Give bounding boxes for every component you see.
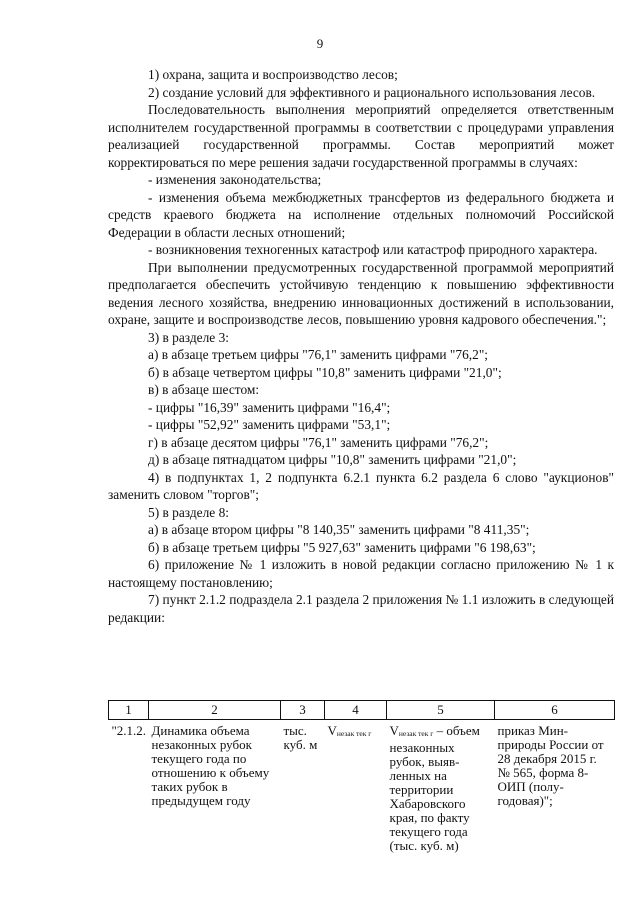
- paragraph: 6) приложение № 1 изложить в новой редакции согласно приложению № 1 к настоящему постановлению;: [108, 557, 614, 590]
- paragraph: г) в абзаце десятом цифры "76,1" заменить цифрами "76,2";: [148, 434, 489, 450]
- paragraph: 5) в разделе 8:: [148, 504, 230, 520]
- variable-symbol: V: [327, 723, 337, 738]
- indicator-table: [108, 700, 615, 853]
- table-header-row: [109, 701, 615, 720]
- paragraph: д) в абзаце пятнадцатом цифры "10,8" заменить цифрами "21,0";: [148, 452, 517, 467]
- paragraph: б) в абзаце третьем цифры "5 927,63" заменить цифрами "6 198,63";: [148, 539, 536, 555]
- variable-description: [387, 720, 495, 854]
- paragraph: а) в абзаце третьем цифры "76,1" заменить цифрами "76,2";: [148, 347, 489, 362]
- paragraph: 7) пункт 2.1.2 подраздела 2.1 раздела 2 приложения № 1.1 изложить в следующей редакции:: [108, 592, 614, 625]
- paragraph: - цифры "16,39" заменить цифрами "16,4";: [148, 399, 391, 415]
- indicator-name: Динамика объема незаконных рубок текущего года по отношению к объему таких рубок в предыдущем году: [151, 723, 270, 808]
- paragraph: - возникновения техногенных катастроф или катастроф природного характера.: [148, 242, 598, 257]
- paragraph: - цифры "52,92" заменить цифрами "53,1";: [148, 417, 391, 432]
- document-body: [108, 66, 614, 626]
- data-source: приказ Минприроды России от 28 декабря 2015 г. № 565, форма 8-ОИП (полугодовая)";: [497, 723, 604, 808]
- paragraph: в) в абзаце шестом:: [148, 382, 260, 397]
- paragraph: - изменения законодательства;: [148, 172, 322, 187]
- variable-cell: [325, 720, 387, 854]
- row-code: "2.1.2.: [111, 723, 147, 738]
- variable-subscript: незак тек г: [398, 729, 434, 738]
- unit-of-measure: тыс. куб. м: [283, 723, 318, 752]
- paragraph: - изменения объема межбюджетных трансфертов из федерального бюджета и средств краевого бюджета на исполнение отдельных полномочий Российской Федерации в области лесных отношений;: [108, 189, 614, 240]
- page-number: 9: [316, 36, 324, 51]
- variable-subscript: незак тек г: [336, 729, 372, 738]
- column-header: 1: [109, 701, 149, 720]
- paragraph: Последовательность выполнения мероприятий определяется ответственным исполнителем государственной программы в соответствии с процедурами управления реализацией государственной программы. Состав мероприятий может корректироваться по мере решения задачи государственной программы в случаях:: [108, 102, 614, 170]
- paragraph: б) в абзаце четвертом цифры "10,8" заменить цифрами "21,0";: [148, 364, 502, 380]
- paragraph: При выполнении предусмотренных государственной программой мероприятий предполагается обеспечить устойчивую тенденцию к повышению эффективности ведения лесного хозяйства, внедрению инновационных достижений в использовании, охране, защите и воспроизводстве лесов, повышению уровня кадрового обеспечения.";: [108, 259, 614, 327]
- paragraph: 2) создание условий для эффективного и рационального использования лесов.: [148, 84, 596, 100]
- paragraph: 4) в подпунктах 1, 2 подпункта 6.2.1 пункта 6.2 раздела 6 слово "аукционов" заменить словом "торгов";: [108, 469, 614, 502]
- description-text: – объем незаконных рубок, выявленных на территории Хабаровского края, по факту текущего года (тыс. куб. м): [389, 723, 480, 853]
- table-row: [109, 720, 615, 854]
- column-header: 3: [281, 701, 325, 720]
- paragraph: 3) в разделе 3:: [148, 329, 230, 345]
- paragraph: а) в абзаце втором цифры "8 140,35" заменить цифрами "8 411,35";: [148, 522, 530, 537]
- column-header: 6: [495, 701, 615, 720]
- paragraph: 1) охрана, защита и воспроизводство лесов;: [148, 67, 398, 82]
- column-header: 2: [149, 701, 281, 720]
- variable-symbol: V: [389, 723, 399, 738]
- column-header: 4: [325, 701, 387, 720]
- column-header: 5: [387, 701, 495, 720]
